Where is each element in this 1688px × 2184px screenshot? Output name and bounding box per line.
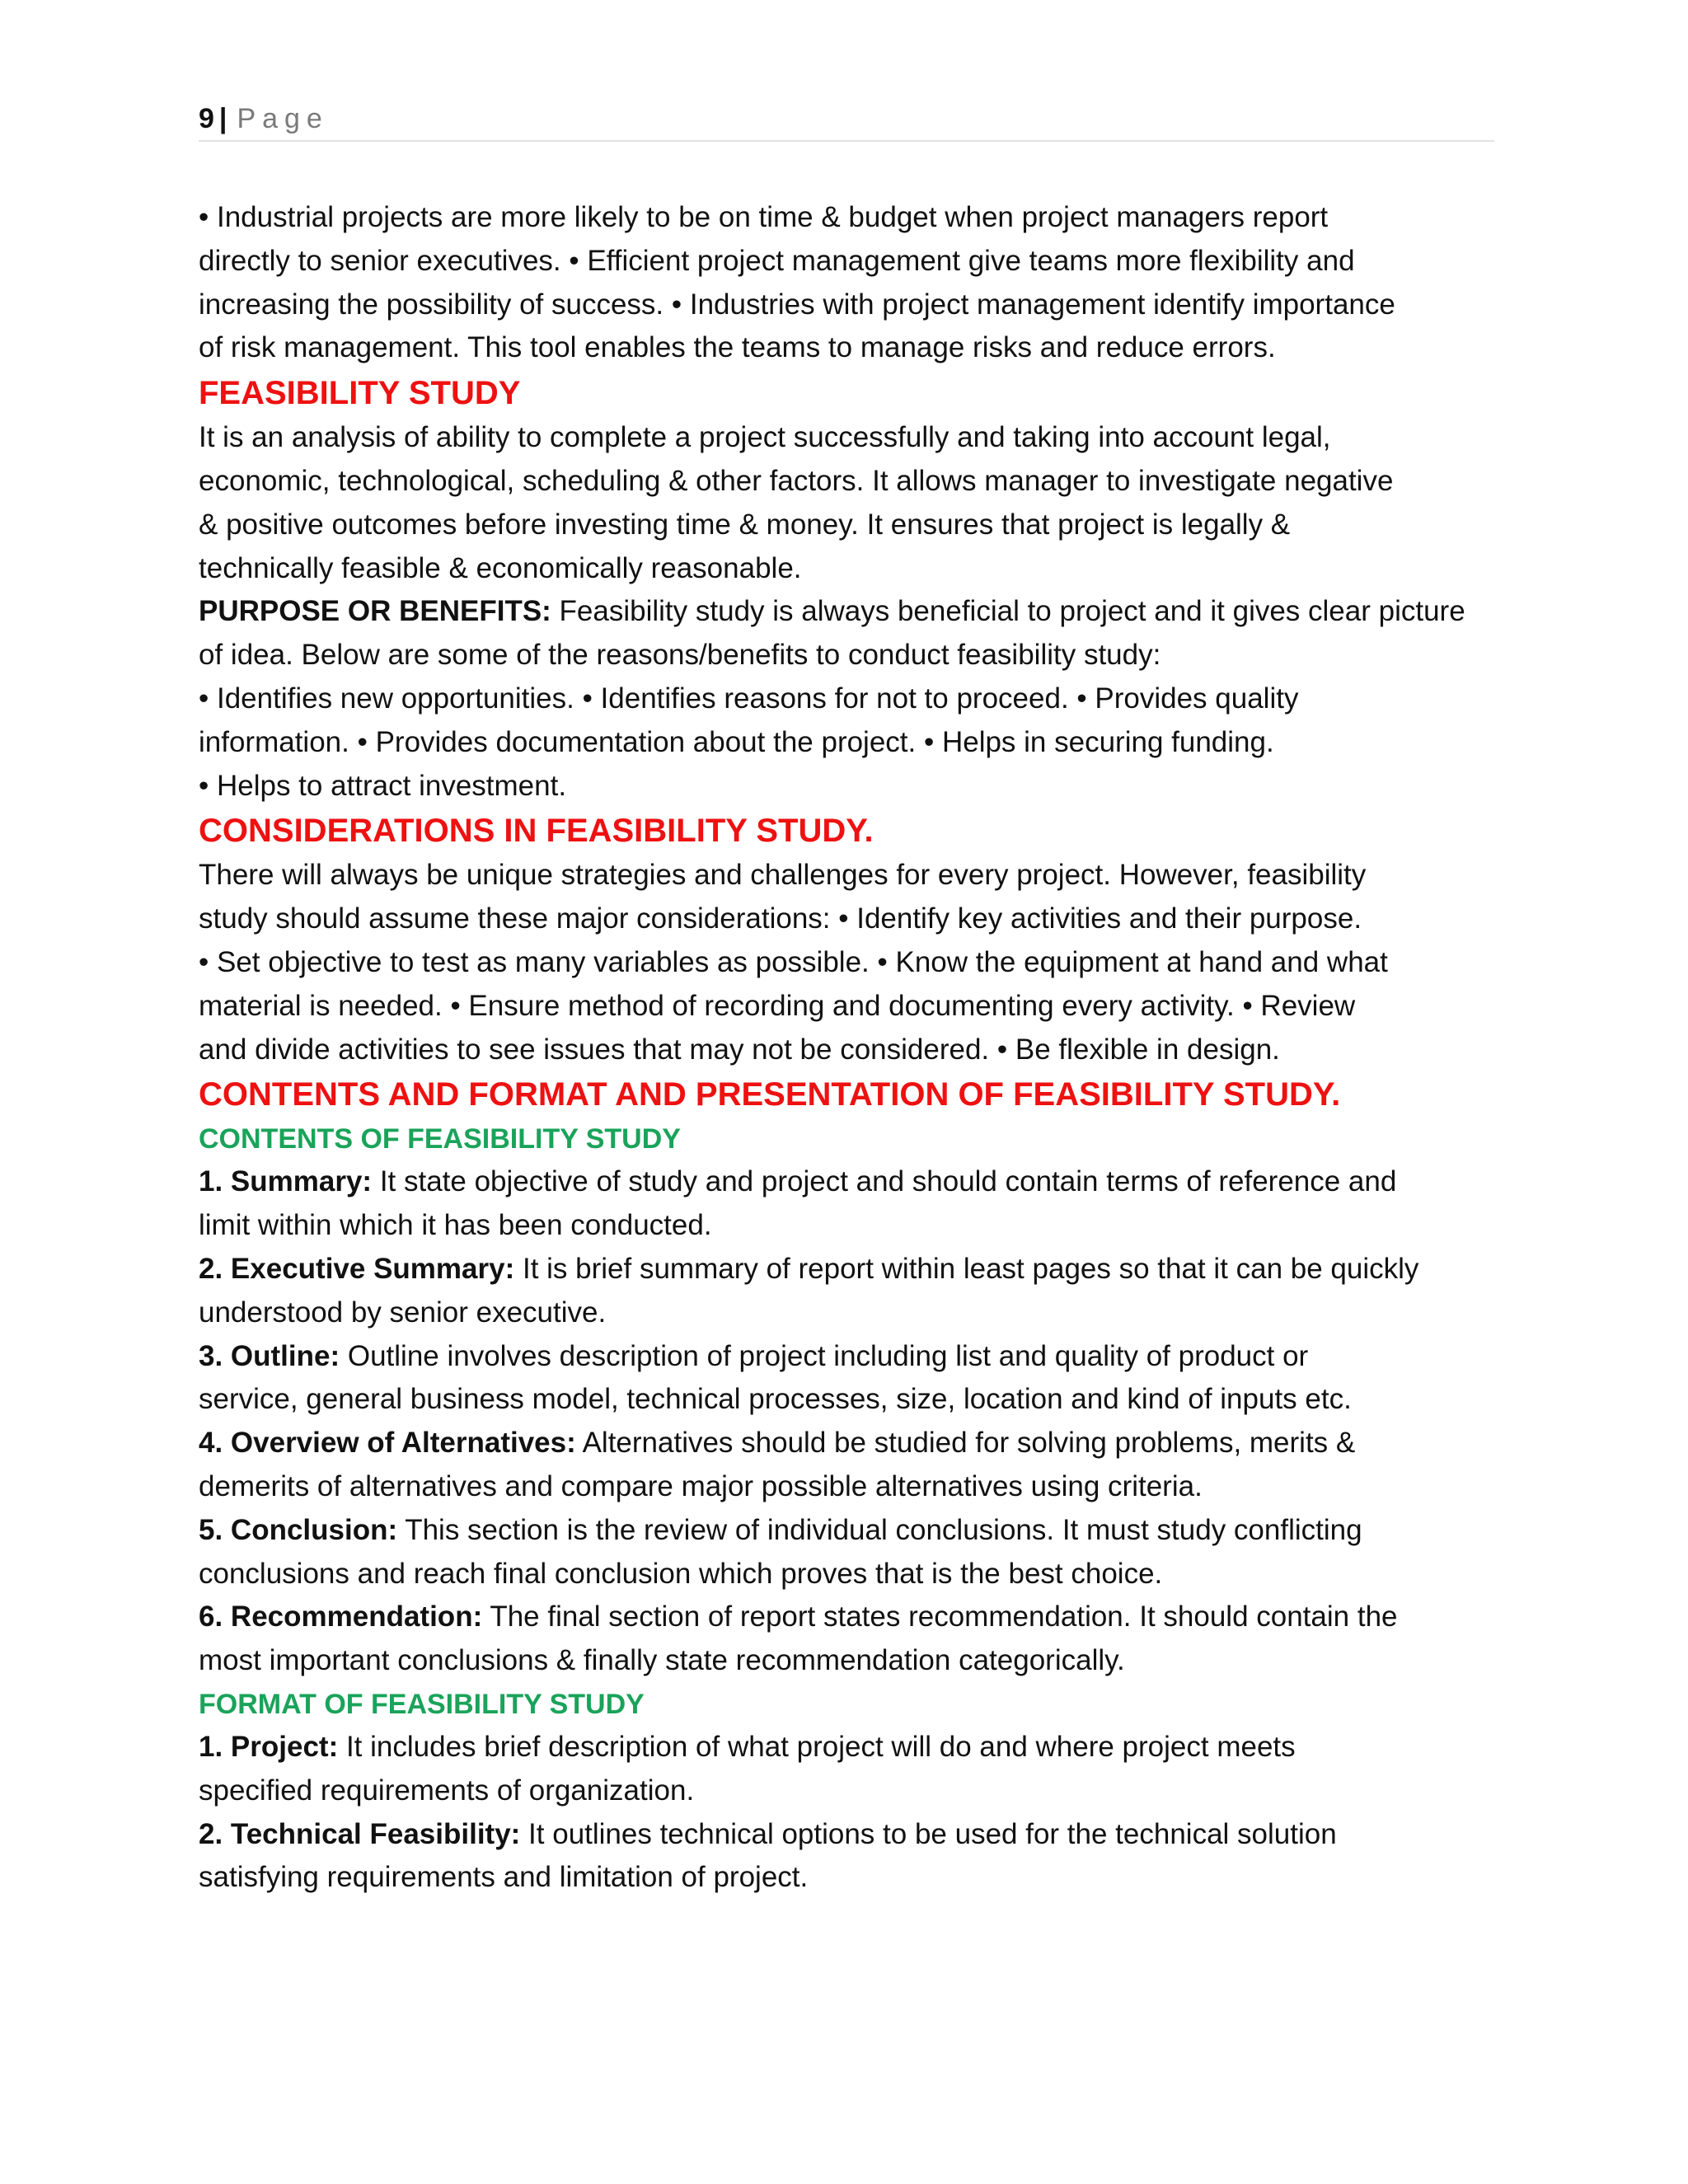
text-line: of risk management. This tool enables the teams to manage risks and reduce errors. <box>199 331 1276 364</box>
text-line: service, general business model, technical processes, size, location and kind of inputs etc. <box>199 1383 1352 1416</box>
text-line: technically feasible & economically reasonable. <box>199 551 802 584</box>
text-line <box>199 1335 1501 1379</box>
text-line <box>199 1248 1501 1291</box>
text-line <box>199 1726 1501 1769</box>
list-item <box>199 1813 1501 1900</box>
page-label: Page <box>237 103 329 134</box>
text-line <box>199 1596 1501 1639</box>
item-label: 4. Overview of Alternatives: <box>199 1427 576 1460</box>
purpose-text: Feasibility study is always beneficial to project and it gives clear picture <box>551 595 1465 628</box>
feasibility-paragraph <box>199 416 1501 590</box>
text-line: material is needed. • Ensure method of recording and documenting every activity. • Review <box>199 989 1356 1022</box>
format-list <box>199 1726 1501 1900</box>
purpose-paragraph <box>199 590 1501 808</box>
item-text: It includes brief description of what project will do and where project meets <box>338 1730 1296 1763</box>
item-label: 1. Project: <box>199 1730 339 1763</box>
item-label: 1. Summary: <box>199 1165 373 1198</box>
list-item <box>199 1422 1501 1509</box>
text-line: It is an analysis of ability to complete a project successfully and taking into account legal, <box>199 421 1331 454</box>
text-line: & positive outcomes before investing time & money. It ensures that project is legally & <box>199 508 1291 541</box>
purpose-label: PURPOSE OR BENEFITS: <box>199 595 551 628</box>
text-line: understood by senior executive. <box>199 1296 607 1329</box>
text-line: • Set objective to test as many variables as possible. • Know the equipment at hand and what <box>199 945 1388 978</box>
page-content <box>199 196 1501 1900</box>
item-text: Outline involves description of project including list and quality of product or <box>340 1339 1309 1372</box>
text-line <box>199 1160 1501 1204</box>
list-item <box>199 1726 1501 1813</box>
text-line: • Identifies new opportunities. • Identifies reasons for not to proceed. • Provides quality <box>199 682 1299 715</box>
text-line <box>199 590 1501 634</box>
item-label: 3. Outline: <box>199 1339 340 1372</box>
item-text: It state objective of study and project and should contain terms of reference and <box>372 1165 1397 1198</box>
page-separator: | <box>218 103 227 134</box>
considerations-paragraph <box>199 854 1501 1071</box>
text-line <box>199 1509 1501 1553</box>
item-label: 2. Executive Summary: <box>199 1252 515 1285</box>
list-item <box>199 1160 1501 1248</box>
item-label: 6. Recommendation: <box>199 1601 483 1633</box>
section-heading-considerations: CONSIDERATIONS IN FEASIBILITY STUDY. <box>199 813 874 850</box>
text-line: directly to senior executives. • Efficient project management give teams more flexibility and <box>199 244 1355 277</box>
text-line <box>199 1422 1501 1465</box>
text-line: and divide activities to see issues that may not be considered. • Be flexible in design. <box>199 1033 1280 1066</box>
item-text: Alternatives should be studied for solving problems, merits & <box>575 1427 1356 1460</box>
text-line: economic, technological, scheduling & other factors. It allows manager to investigate negative <box>199 464 1394 497</box>
list-item <box>199 1596 1501 1683</box>
subheading-format: FORMAT OF FEASIBILITY STUDY <box>199 1688 645 1720</box>
page-header <box>199 97 1494 142</box>
text-line: information. • Provides documentation about the project. • Helps in securing funding. <box>199 725 1274 758</box>
intro-paragraph <box>199 196 1501 370</box>
text-line: of idea. Below are some of the reasons/benefits to conduct feasibility study: <box>199 639 1161 672</box>
text-line: demerits of alternatives and compare major possible alternatives using criteria. <box>199 1469 1203 1502</box>
page-number: 9 <box>199 103 214 134</box>
list-item <box>199 1335 1501 1422</box>
section-heading-contents-format: CONTENTS AND FORMAT AND PRESENTATION OF FEASIBILITY STUDY. <box>199 1076 1341 1113</box>
list-item <box>199 1509 1501 1596</box>
text-line: • Helps to attract investment. <box>199 769 567 802</box>
item-text: This section is the review of individual conclusions. It must study conflicting <box>397 1513 1362 1546</box>
text-line: satisfying requirements and limitation of project. <box>199 1861 809 1894</box>
item-label: 5. Conclusion: <box>199 1513 398 1546</box>
item-text: It is brief summary of report within least pages so that it can be quickly <box>514 1252 1419 1285</box>
text-line: • Industrial projects are more likely to be on time & budget when project managers report <box>199 201 1329 233</box>
text-line: limit within which it has been conducted. <box>199 1209 712 1242</box>
section-heading-feasibility-study: FEASIBILITY STUDY <box>199 375 521 412</box>
text-line: study should assume these major considerations: • Identify key activities and their purpose. <box>199 902 1362 935</box>
subheading-contents: CONTENTS OF FEASIBILITY STUDY <box>199 1123 681 1155</box>
contents-list <box>199 1160 1501 1683</box>
text-line: increasing the possibility of success. • Industries with project management identify importance <box>199 288 1395 321</box>
text-line: most important conclusions & finally state recommendation categorically. <box>199 1644 1125 1677</box>
item-text: The final section of report states recommendation. It should contain the <box>482 1601 1398 1633</box>
item-text: It outlines technical options to be used for the technical solution <box>520 1817 1337 1850</box>
list-item <box>199 1248 1501 1335</box>
text-line: conclusions and reach final conclusion which proves that is the best choice. <box>199 1557 1163 1590</box>
text-line: specified requirements of organization. <box>199 1774 695 1807</box>
text-line <box>199 1813 1501 1857</box>
text-line: There will always be unique strategies and challenges for every project. However, feasibility <box>199 859 1367 892</box>
item-label: 2. Technical Feasibility: <box>199 1817 521 1850</box>
